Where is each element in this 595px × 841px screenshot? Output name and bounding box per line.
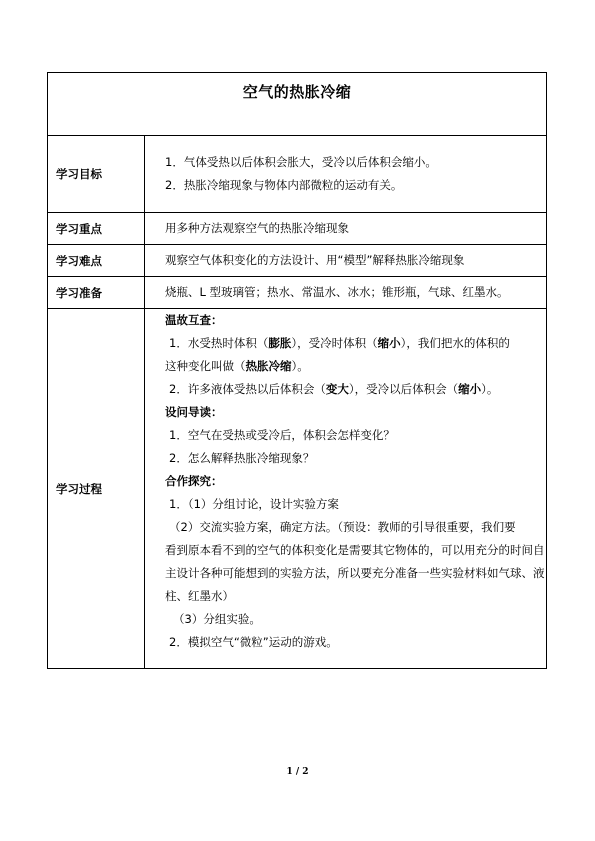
goal-item-1: 1．气体受热以后体积会胀大，受冷以后体积会缩小。 (165, 155, 437, 169)
goal-content (145, 136, 547, 213)
review-q2: 2．许多液体受热以后体积会（变大），受冷以后体积会（缩小）。 (169, 382, 499, 396)
explore-step-2-line3: 主设计各种可能想到的实验方法，所以要充分准备一些实验材料如气球、液 (165, 566, 545, 580)
review-heading: 温故互查： (165, 313, 223, 327)
review-q1-line1: 1．水受热时体积（膨胀），受冷时体积（缩小），我们把水的体积的 (169, 336, 510, 350)
row-learning-goals (48, 136, 547, 213)
answer-thermal: 热胀冷缩 (245, 359, 292, 373)
review-q1-line2: 这种变化叫做（热胀冷缩）。 (165, 359, 309, 373)
row-difficulties (48, 245, 547, 277)
process-label: 学习过程 (48, 309, 145, 669)
difficulty-label: 学习难点 (48, 245, 145, 277)
title-cell (48, 73, 547, 136)
row-learning-process (48, 309, 547, 669)
row-key-points (48, 213, 547, 245)
document-title: 空气的热胀冷缩 (242, 83, 352, 101)
focus-content: 用多种方法观察空气的热胀冷缩现象 (145, 213, 547, 245)
explore-step-2-line1: （2）交流实验方案，确定方法。（预设：教师的引导很重要，我们要 (169, 520, 516, 534)
difficulty-content: 观察空气体积变化的方法设计、用“模型”解释热胀冷缩现象 (145, 245, 547, 277)
guide-heading: 设问导读： (165, 405, 223, 419)
answer-shrink: 缩小 (377, 336, 401, 350)
explore-step-2-line2: 看到原本看不到的空气的体积变化是需要其它物体的，可以用充分的时间自 (165, 543, 545, 557)
focus-label: 学习重点 (48, 213, 145, 245)
explore-step-4: 2．模拟空气“微粒”运动的游戏。 (169, 635, 338, 649)
explore-step-1: 1．（1）分组讨论，设计实验方案 (169, 497, 339, 511)
goal-item-2: 2．热胀冷缩现象与物体内部微粒的运动有关。 (165, 178, 403, 192)
prep-label: 学习准备 (48, 277, 145, 309)
lesson-plan-table (47, 72, 547, 669)
explore-heading: 合作探究： (165, 474, 223, 488)
answer-expand: 膨胀 (268, 336, 292, 350)
process-content (145, 309, 547, 669)
page-number: 1 / 2 (286, 767, 309, 777)
prep-content: 烧瓶、L 型玻璃管；热水、常温水、冰水；锥形瓶，气球、红墨水。 (145, 277, 547, 309)
row-preparation (48, 277, 547, 309)
goal-label: 学习目标 (48, 136, 145, 213)
explore-step-2-line4: 柱、红墨水） (165, 589, 234, 603)
explore-step-3: （3）分组实验。 (173, 612, 261, 626)
answer-smaller: 缩小 (458, 382, 482, 396)
guide-q1: 1．空气在受热或受冷后，体积会怎样变化？ (169, 428, 395, 442)
answer-bigger: 变大 (325, 382, 349, 396)
guide-q2: 2．怎么解释热胀冷缩现象？ (169, 451, 315, 465)
